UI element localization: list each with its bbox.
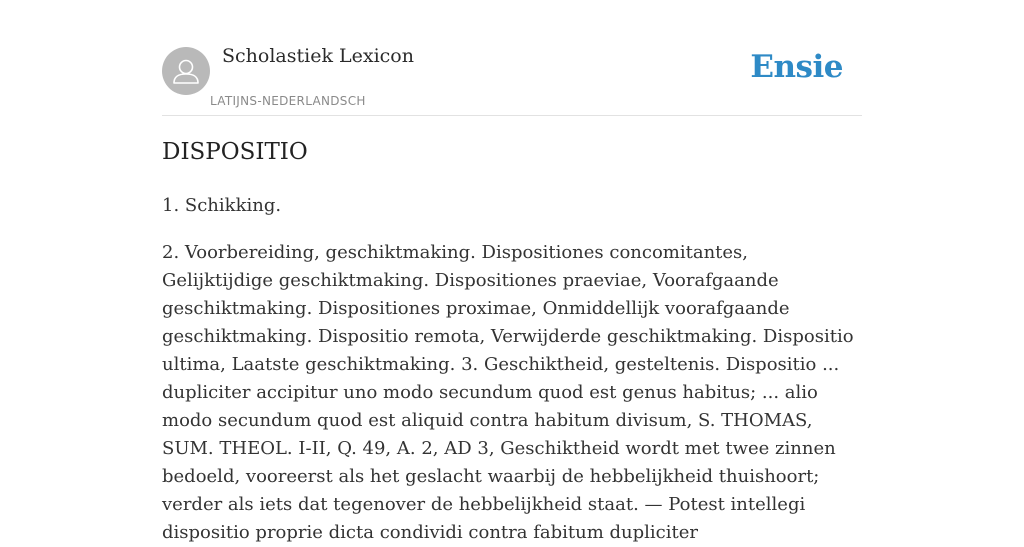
entry-headword: DISPOSITIO [162,139,308,165]
entry-header [162,0,862,116]
entry-paragraph: 2. Voorbereiding, geschiktmaking. Dispositiones concomitantes, Gelijktijdige geschiktmaking. Dispositiones praeviae, Voorafgaande geschiktmaking. Dispositiones proximae, Onmiddellijk voorafgaande geschiktmaking. Dispositio remota, Verwijderde geschiktmaking. Dispositio ultima, Laatste geschiktmaking. 3. Geschiktheid, gesteltenis. Dispositio ... dupliciter accipitur uno modo secundum quod est genus habitus; ... alio modo secundum quod est aliquid contra habitum divisum, S. THOMAS, SUM. THEOL. I-II, Q. 49, A. 2, AD 3, Geschiktheid wordt met twee zinnen bedoeld, vooreerst als het geslacht waarbij de hebbelijkheid thuishoort; verder als iets dat tegenover de hebbelijkheid staat. — Potest intellegi dispositio proprie dicta condividi contra fabitum dupliciter [162,242,854,543]
ensie-logo[interactable]: Ensie [750,49,843,85]
user-avatar-icon[interactable] [162,47,210,95]
dictionary-title[interactable]: Scholastiek Lexicon [222,45,414,67]
entry-paragraph: 1. Schikking. [162,195,282,216]
entry-container [162,0,862,543]
dictionary-subtitle: LATIJNS-NEDERLANDSCH [210,94,366,108]
